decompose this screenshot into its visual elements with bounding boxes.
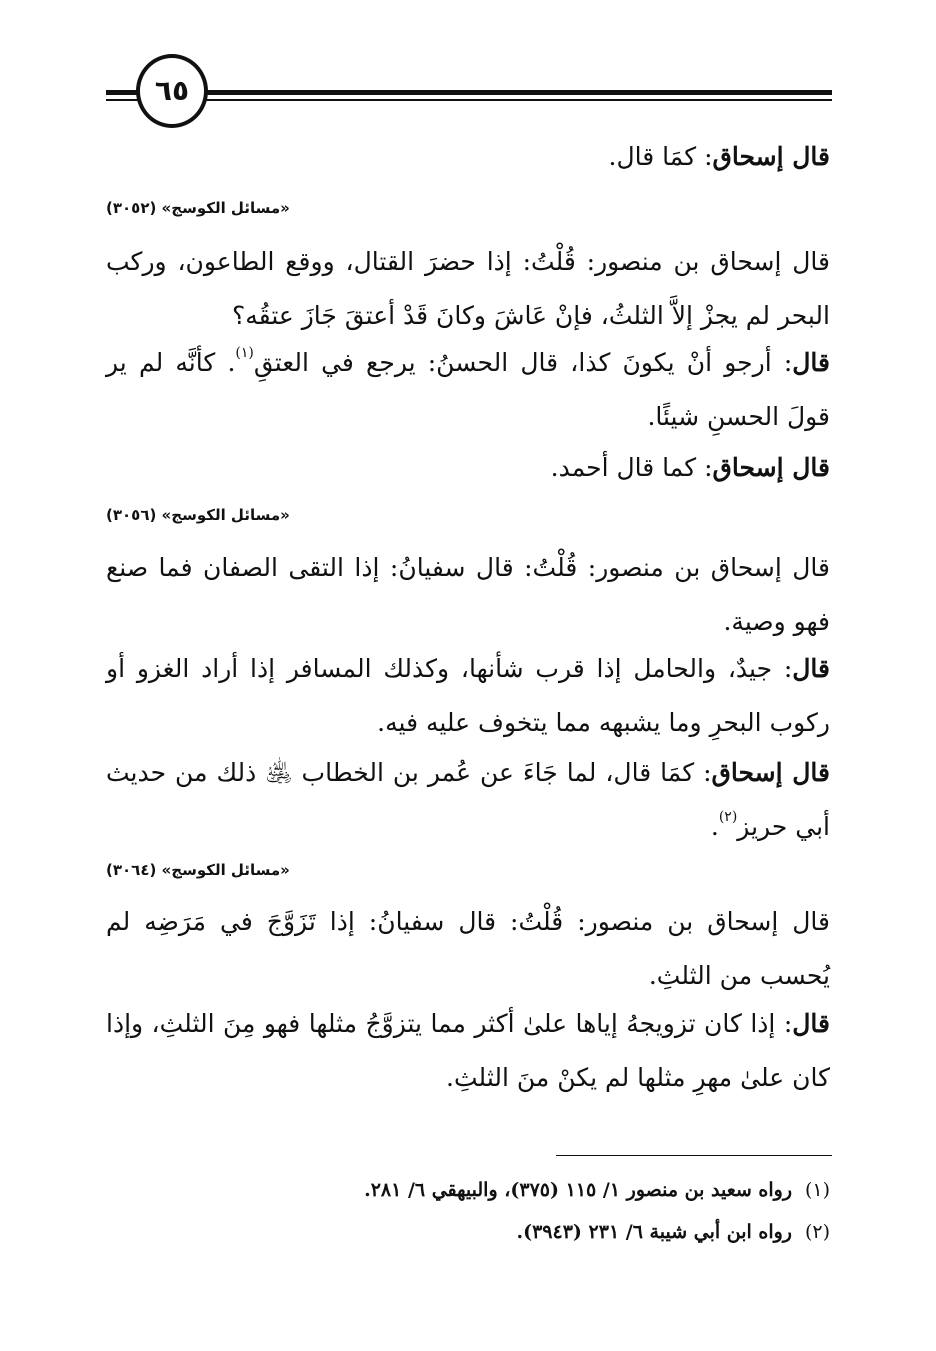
paragraph [106,642,830,750]
footnote [106,1217,830,1247]
speaker-label: قال [792,654,830,683]
source-citation: «مسائل الكوسج» (٣٠٦٤) [106,861,290,879]
speaker-label: قال [792,348,830,377]
footnote-number: (١) [804,1179,830,1201]
speaker-label: قال [792,1009,830,1038]
footnote-text: رواه ابن أبي شيبة ٦/ ٢٣١ (٣٩٤٣). [516,1221,792,1243]
page-number-badge [136,54,208,128]
footnote-separator [556,1155,832,1156]
paragraph [106,336,830,444]
paragraph [106,441,830,495]
source-citation: «مسائل الكوسج» (٣٠٥٢) [106,199,290,217]
paragraph-text: : كما قال أحمد. [550,453,713,482]
footnote-number: (٢) [804,1221,830,1243]
paragraph [106,235,830,343]
paragraph-text: قال إسحاق بن منصور: قُلْتُ: إذا حضرَ القتال، ووقع الطاعون، وركب البحر لم يجزْ إلاَّ الثلثُ، فإنْ عَاشَ وكانَ قَدْ أعتقَ جَازَ عتقُه؟ [106,247,830,330]
paragraph-text: : جيدٌ، والحامل إذا قرب شأنها، وكذلك المسافر إذا أراد الغزو أو ركوب البحرِ وما يشبهه مما يتخوف عليه فيه. [106,654,830,737]
speaker-label: قال إسحاق [712,453,830,482]
header-rule-thin [106,99,832,101]
paragraph-text: قال إسحاق بن منصور: قُلْتُ: قال سفيانُ: إذا تَزَوَّجَ في مَرَضِه لم يُحسب من الثلثِ. [106,907,830,990]
speaker-label: قال إسحاق [712,142,830,171]
source-citation: «مسائل الكوسج» (٣٠٥٦) [106,506,290,524]
paragraph-text: قال إسحاق بن منصور: قُلْتُ: قال سفيانُ: إذا التقى الصفان فما صنع فهو وصية. [106,553,830,636]
paragraph [106,541,830,649]
paragraph-text: : كمَا قال، لما جَاءَ عن عُمر بن الخطاب ﵁ ذلك من حديث أبي حريز [106,758,830,841]
footnote-reference[interactable]: (١) [235,345,254,361]
paragraph-text: : إذا كان تزويجهُ إياها علىٰ أكثر مما يتزوَّجُ مثلها فهو مِنَ الثلثِ، وإذا كان علىٰ مهرِ مثلها لم يكنْ منَ الثلثِ. [106,1009,830,1092]
page-number: ٦٥ [154,74,190,107]
speaker-label: قال إسحاق [711,758,831,787]
footnote [106,1175,830,1205]
paragraph-text: : أرجو أنْ يكونَ كذا، قال الحسنُ: يرجع في العتقِ [253,348,793,377]
paragraph [106,746,830,854]
paragraph [106,895,830,1003]
header-rule-thick [106,90,832,95]
paragraph [106,997,830,1105]
paragraph-text: . كأنَّه لم ير قولَ الحسنِ شيئًا. [106,348,830,431]
footnote-text: رواه سعيد بن منصور ١/ ١١٥ (٣٧٥)، والبيهقي ٦/ ٢٨١. [364,1179,792,1201]
paragraph-text: . [710,812,719,841]
footnote-reference[interactable]: (٢) [718,809,738,825]
paragraph [106,130,830,184]
paragraph-text: : كمَا قال. [608,142,713,171]
